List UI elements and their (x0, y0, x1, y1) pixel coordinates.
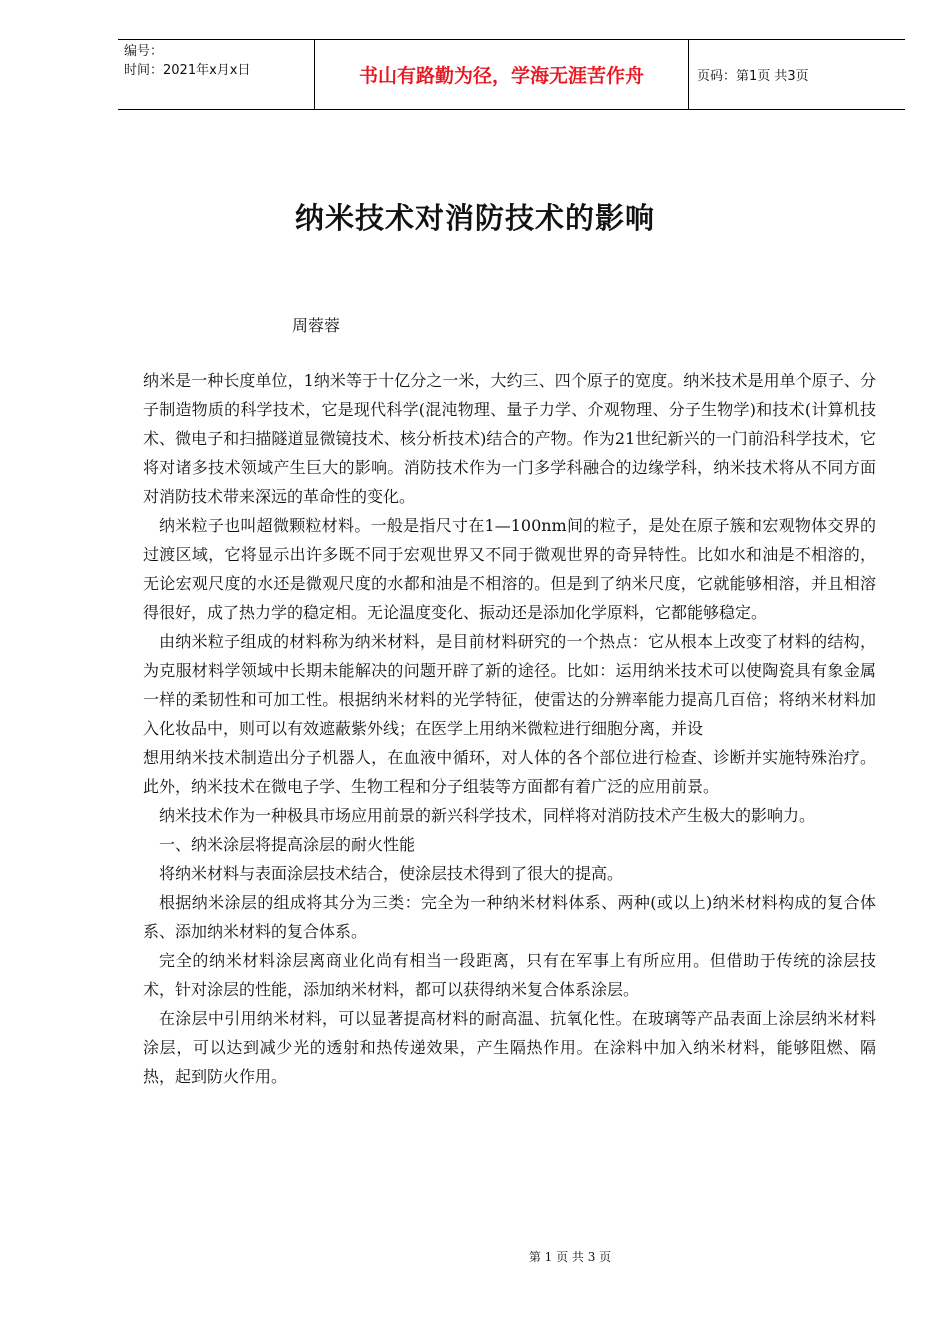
header-page-info: 页码：第1页 共3页 (697, 69, 809, 84)
document-header (118, 39, 905, 110)
paragraph: 完全的纳米材料涂层离商业化尚有相当一段距离，只有在军事上有所应用。但借助于传统的涂层技术，针对涂层的性能，添加纳米材料，都可以获得纳米复合体系涂层。 (143, 951, 876, 999)
paragraph: 由纳米粒子组成的材料称为纳米材料，是目前材料研究的一个热点：它从根本上改变了材料的结构，为克服材料学领域中长期未能解决的问题开辟了新的途径。比如：运用纳米技术可以使陶瓷具有象金属一样的柔韧性和可加工性。根据纳米材料的光学特征，使雷达的分辨率能力提高几百倍；将纳米材料加入化妆品中，则可以有效遮蔽紫外线；在医学上用纳米微粒进行细胞分离，并设 (143, 632, 876, 738)
paragraph: 在涂层中引用纳米材料，可以显著提高材料的耐高温、抗氧化性。在玻璃等产品表面上涂层纳米材料涂层，可以达到减少光的透射和热传递效果，产生隔热作用。在涂料中加入纳米材料，能够阻燃、隔热，起到防火作用。 (143, 1009, 876, 1086)
header-meta (118, 40, 315, 109)
paragraph: 想用纳米技术制造出分子机器人，在血液中循环，对人体的各个部位进行检查、诊断并实施特殊治疗。此外，纳米技术在微电子学、生物工程和分子组装等方面都有着广泛的应用前景。 (143, 748, 876, 796)
paragraph: 纳米是一种长度单位，1纳米等于十亿分之一米，大约三、四个原子的宽度。纳米技术是用单个原子、分子制造物质的科学技术，它是现代科学(混沌物理、量子力学、介观物理、分子生物学)和技术(计算机技术、微电子和扫描隧道显微镜技术、核分析技术)结合的产物。作为21世纪新兴的一门前沿科学技术，它将对诸多技术领域产生巨大的影响。消防技术作为一门多学科融合的边缘学科，纳米技术将从不同方面对消防技术带来深远的革命性的变化。 (143, 371, 876, 506)
paragraph: 纳米粒子也叫超微颗粒材料。一般是指尺寸在1—100nm间的粒子，是处在原子簇和宏观物体交界的过渡区域，它将显示出许多既不同于宏观世界又不同于微观世界的奇异特性。比如水和油是不相溶的，无论宏观尺度的水还是微观尺度的水都和油是不相溶的。但是到了纳米尺度，它就能够相溶，并且相溶得很好，成了热力学的稳定相。无论温度变化、振动还是添加化学原料，它都能够稳定。 (143, 516, 876, 622)
paragraph: 将纳米材料与表面涂层技术结合，使涂层技术得到了很大的提高。 (159, 864, 624, 883)
header-motto: 书山有路勤为径，学海无涯苦作舟 (315, 40, 689, 109)
number-label: 编号： (124, 44, 164, 59)
document-title: 纳米技术对消防技术的影响 (294, 201, 655, 235)
time-label: 时间：2021年x月x日 (124, 63, 251, 78)
page-footer: 第 1 页 共 3 页 (528, 1250, 612, 1264)
paragraph: 根据纳米涂层的组成将其分为三类：完全为一种纳米材料体系、两种(或以上)纳米材料构成的复合体系、添加纳米材料的复合体系。 (143, 893, 876, 941)
section-heading: 一、纳米涂层将提高涂层的耐火性能 (159, 835, 416, 854)
document-author: 周蓉蓉 (292, 316, 341, 335)
document-body (143, 366, 876, 1091)
paragraph: 纳米技术作为一种极具市场应用前景的新兴科学技术，同样将对消防技术产生极大的影响力。 (159, 806, 816, 825)
